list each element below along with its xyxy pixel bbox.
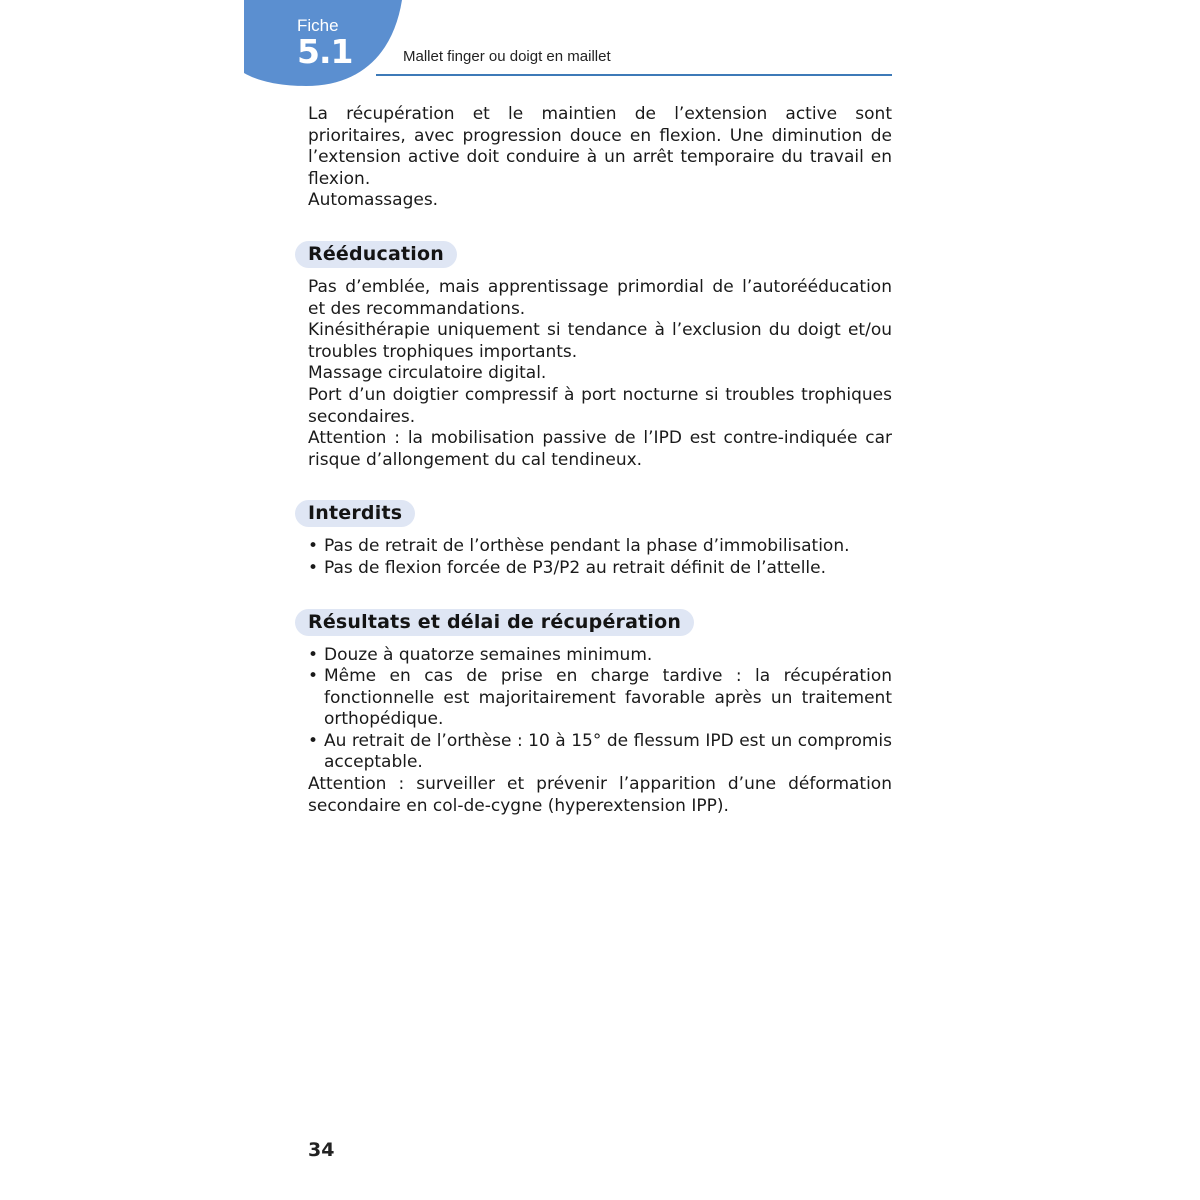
paragraph: Automassages. (308, 190, 439, 211)
header-rule (376, 74, 892, 76)
page-number: 34 (308, 1139, 335, 1161)
section-heading: Rééducation (295, 241, 457, 268)
paragraph: Kinésithérapie uniquement si tendance à l’exclusion du doigt et/ou troubles trophiques importants. (308, 320, 892, 362)
list-item: • Même en cas de prise en charge tardive : la récupération fonctionnelle est majoritairement favorable après un traitement orthopédique. (308, 666, 892, 731)
paragraph: La récupération et le maintien de l’extension active sont prioritaires, avec progression douce en flexion. Une diminution de l’extension active doit conduire à un arrêt temporaire du travail en flexion. (308, 104, 892, 189)
list-item: • Pas de flexion forcée de P3/P2 au retrait définit de l’attelle. (308, 558, 892, 580)
bullet-list (308, 536, 892, 579)
list-item: • Au retrait de l’orthèse : 10 à 15° de flessum IPD est un compromis acceptable. (308, 731, 892, 774)
fiche-number: 5.1 (297, 32, 353, 71)
section-resultats (308, 609, 892, 818)
page-content (308, 104, 892, 817)
bullet-list (308, 645, 892, 775)
section-heading: Interdits (295, 500, 415, 527)
intro-text (308, 104, 892, 212)
paragraph: Massage circulatoire digital. (308, 363, 547, 384)
section-body (308, 645, 892, 818)
section-body (308, 536, 892, 579)
fiche-label: Fiche (297, 16, 339, 35)
section-heading: Résultats et délai de récupération (295, 609, 694, 636)
running-title: Mallet finger ou doigt en maillet (403, 48, 611, 65)
paragraph: Pas d’emblée, mais apprentissage primordial de l’autorééducation et des recommandations. (308, 276, 892, 319)
paragraph: Attention : la mobilisation passive de l’IPD est contre-indiquée car risque d’allongement du cal tendineux. (308, 428, 892, 470)
section-interdits (308, 500, 892, 579)
section-reeducation (308, 241, 892, 471)
list-item: • Douze à quatorze semaines minimum. (308, 645, 892, 667)
section-body (308, 277, 892, 471)
paragraph: Port d’un doigtier compressif à port nocturne si troubles trophiques secondaires. (308, 384, 892, 427)
list-item: • Pas de retrait de l’orthèse pendant la phase d’immobilisation. (308, 536, 892, 558)
attention-note: Attention : surveiller et prévenir l’apparition d’une déformation secondaire en col-de-cygne (hyperextension IPP). (308, 774, 892, 816)
